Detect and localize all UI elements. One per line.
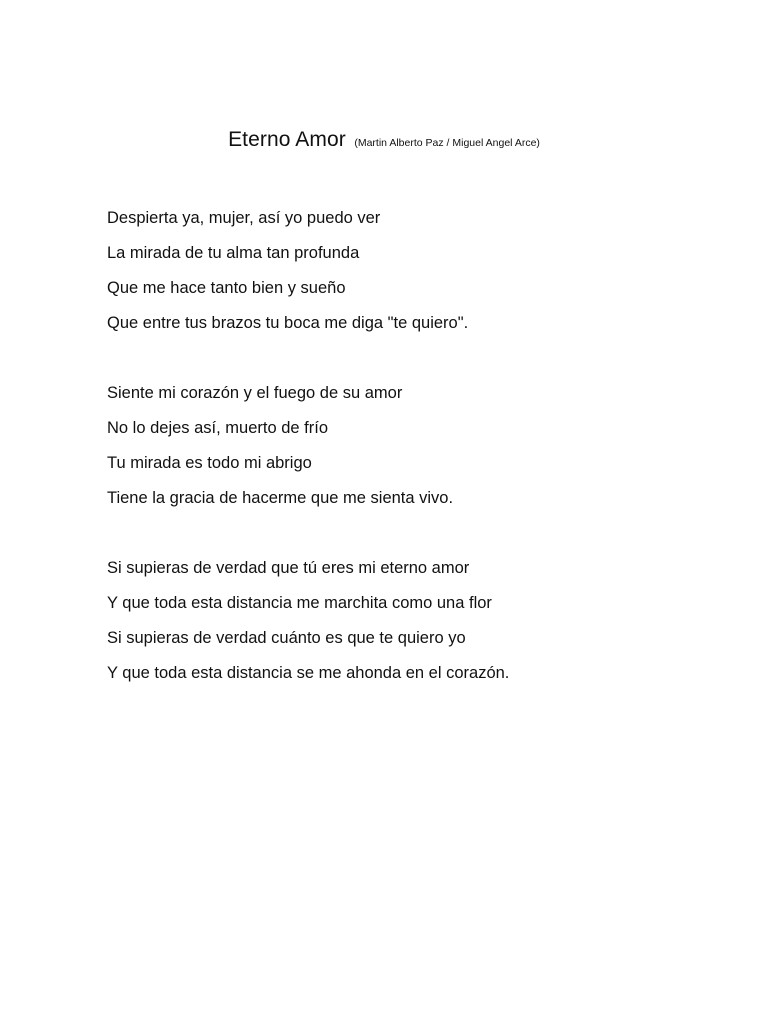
lyric-line: Tu mirada es todo mi abrigo: [107, 454, 312, 472]
lyrics: [107, 201, 727, 726]
lyric-line: Despierta ya, mujer, así yo puedo ver: [107, 209, 381, 227]
stanza-3: [107, 551, 727, 691]
lyric-line: Y que toda esta distancia me marchita como una flor: [107, 594, 492, 612]
song-authors: (Martin Alberto Paz / Miguel Angel Arce): [354, 137, 540, 149]
stanza-1: [107, 201, 727, 341]
lyric-line: Que entre tus brazos tu boca me diga "te quiero".: [107, 314, 469, 332]
lyric-line: Si supieras de verdad cuánto es que te quiero yo: [107, 629, 466, 647]
lyric-line: Tiene la gracia de hacerme que me sienta vivo.: [107, 489, 454, 507]
stanza-2: [107, 376, 727, 516]
lyric-line: Y que toda esta distancia se me ahonda en el corazón.: [107, 664, 510, 682]
title-row: [0, 128, 768, 152]
song-title: Eterno Amor: [228, 128, 346, 151]
lyric-line: La mirada de tu alma tan profunda: [107, 244, 360, 262]
lyric-line: Que me hace tanto bien y sueño: [107, 279, 346, 297]
lyric-line: Siente mi corazón y el fuego de su amor: [107, 384, 403, 402]
lyric-line: Si supieras de verdad que tú eres mi eterno amor: [107, 559, 470, 577]
lyric-line: No lo dejes así, muerto de frío: [107, 419, 329, 437]
